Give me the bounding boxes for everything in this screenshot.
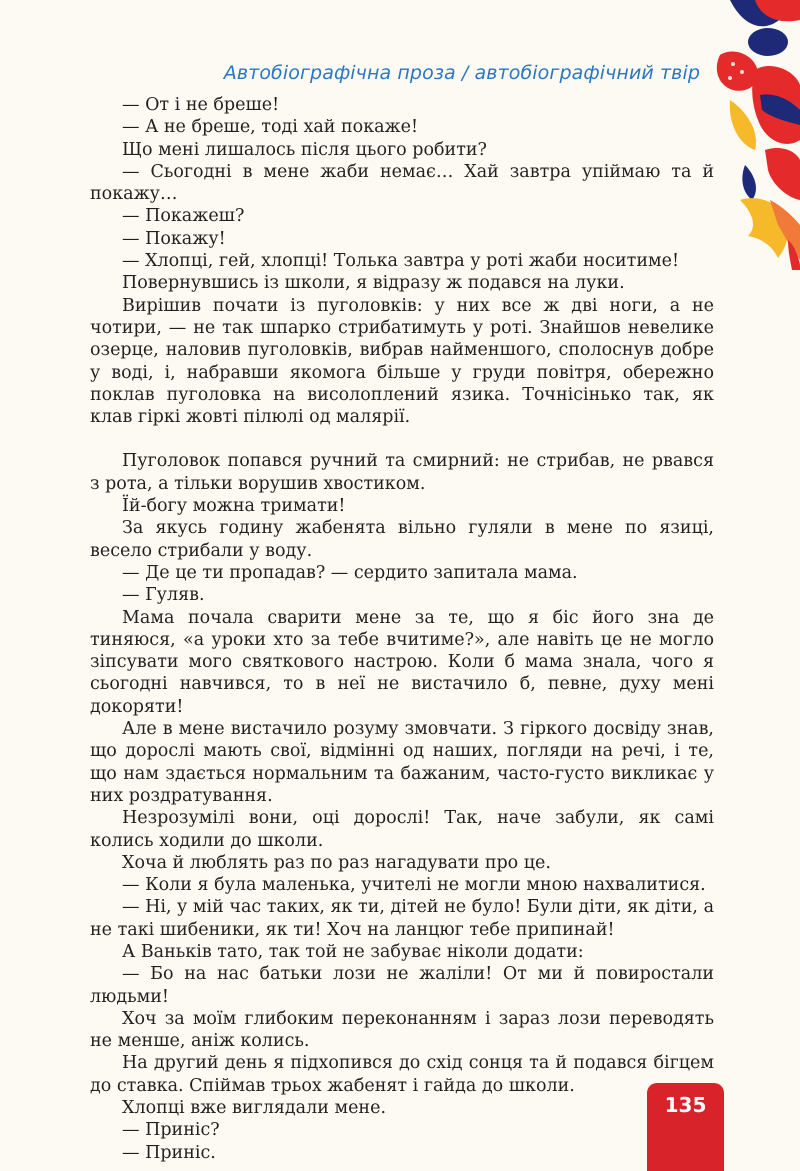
paragraph: — Хлопці, гей, хлопці! Толька завтра у роті жаби носитиме! xyxy=(122,251,680,272)
paragraph: — Гуляв. xyxy=(122,585,205,606)
paragraph-gap xyxy=(90,428,714,450)
paragraph: А Ваньків тато, так той не забуває ніколи додати: xyxy=(122,941,584,962)
paragraph: — Де це ти пропадав? — сердито запитала мама. xyxy=(122,562,578,583)
paragraph: Але в мене вистачило розуму змовчати. З гіркого досвіду знав, що дорослі мають свої, відмінні од наших, погляди на речі, і те, що нам здається нормальним та бажаним, часто-густо викликає у них роздратування. xyxy=(90,719,714,806)
paragraph: Їй-богу можна тримати! xyxy=(122,496,346,517)
section-header: Автобіографічна проза / автобіографічний твір xyxy=(223,62,700,84)
page-number-tab xyxy=(647,1083,724,1171)
paragraph: — Приніс. xyxy=(122,1142,216,1163)
story-text xyxy=(90,94,714,1164)
paragraph: — Ні, у мій час таких, як ти, дітей не було! Були діти, як діти, а не такі шибеники, як ти! Хоч на ланцюг тебе припинай! xyxy=(90,897,714,940)
paragraph: Що мені лишалось після цього робити? xyxy=(122,139,487,160)
paragraph: На другий день я підхопився до схід сонця та й подався бігцем до ставка. Спіймав трьох жабенят і гайда до школи. xyxy=(90,1053,714,1096)
paragraph: Хоч за моїм глибоким переконанням і зараз лози переводять не менше, аніж колись. xyxy=(90,1008,714,1052)
paragraph: — От і не бреше! xyxy=(122,95,280,115)
paragraph: Мама почала сварити мене за те, що я біс його зна де тиняюся, «а уроки хто за тебе вчитиме?», але навіть це не могло зіпсувати мого святкового настрою. Коли б мама знала, чого я сьогодні навчився, то в неї не вистачило б, певне, духу мені докоряти! xyxy=(90,607,714,717)
paragraph: Хоча й люблять раз по раз нагадувати про це. xyxy=(122,852,551,873)
paragraph: — Приніс? xyxy=(122,1120,220,1141)
paragraph: Незрозумілі вони, оці дорослі! Так, наче забули, як самі колись ходили до школи. xyxy=(90,808,714,851)
paragraph: Вирішив почати із пуголовків: у них все ж дві ноги, а не чотири, — не так шпарко стрибатимуть у роті. Знайшов невелике озерце, наловив пуголовків, вибрав найменшого, сполоснув добре у воді, і, набравши якомога більше у груди повітря, обережно поклав пуголовка на висолоплений язика. Точнісінько так, як клав гіркі жовті пілюлі од малярії. xyxy=(90,295,714,428)
paragraph: — А не бреше, тоді хай покаже! xyxy=(122,117,419,138)
paragraph: — Покажу! xyxy=(122,228,226,249)
paragraph: Хлопці вже виглядали мене. xyxy=(122,1098,387,1119)
paragraph: Повернувшись із школи, я відразу ж подався на луки. xyxy=(122,273,625,294)
paragraph: Пуголовок попався ручний та смирний: не стрибав, не рвався з рота, а тільки ворушив хвостиком. xyxy=(90,451,714,494)
paragraph: — Бо на нас батьки лози не жаліли! От ми й повиростали людьми! xyxy=(90,964,714,1007)
paragraph: — Коли я була маленька, учителі не могли мною нахвалитися. xyxy=(122,875,706,896)
paragraph: — Покажеш? xyxy=(122,206,245,227)
paragraph: За якусь годину жабенята вільно гуляли в мене по язиці, весело стрибали у воду. xyxy=(90,518,714,561)
floral-corner-illustration xyxy=(700,0,800,270)
page-number: 135 xyxy=(664,1093,707,1117)
paragraph: — Сьогодні в мене жаби немає… Хай завтра упіймаю та й покажу… xyxy=(90,161,714,205)
